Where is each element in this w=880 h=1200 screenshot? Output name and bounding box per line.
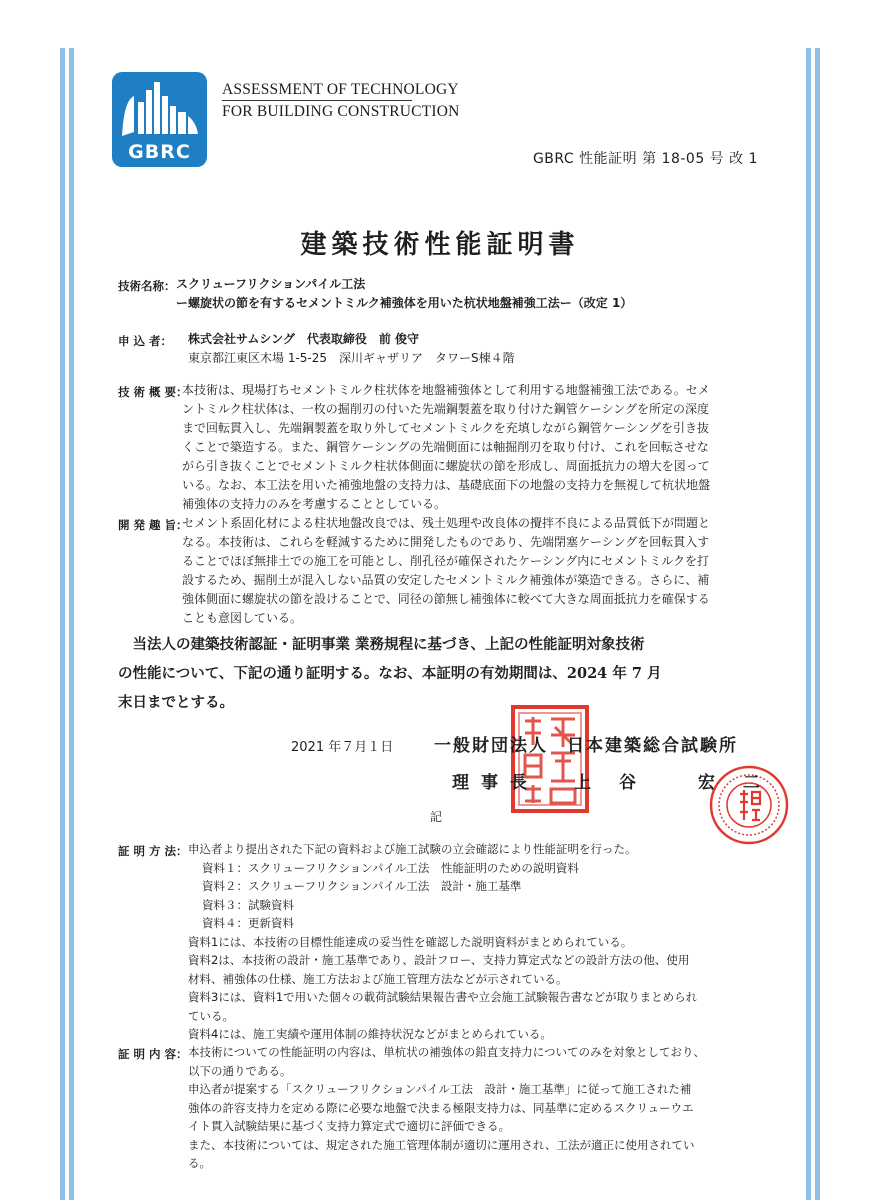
material-item: 資料３：試験資料 [202,897,294,912]
issue-date: 2021 年７月１日 [291,740,394,755]
overview-line: いる。なお、本工法を用いた補強地盤の支持力は、基礎底面下の地盤の支持力を無視して杭状地盤 [182,478,711,492]
overview-line: 本技術は、現場打ちセメントミルク柱状体を地盤補強体として利用する地盤補強工法である。セメ [182,383,710,397]
border-line-left-inner [69,48,74,1200]
purpose-line: なる。本技術は、これらを軽減するために開発したものであり、先端閉塞ケーシングを回転貫入す [182,535,710,549]
overview-label: 技 術 概 要： [118,385,188,399]
certification-line: 当法人の建築技術認証・証明事業 業務規程に基づき、上記の性能証明対象技術 [118,636,645,653]
certification-statement [118,630,778,717]
certificate-number: GBRC 性能証明 第 18-05 号 改 1 [532,151,758,167]
method-note: 資料4には、施工実績や運用体制の維持状況などがまとめられている。 [188,1027,552,1041]
purpose-line: 設するため、掘削土が混入しない品質の安定したセメントミルク補強体が築造できる。さらに、補 [182,573,710,587]
material-item: 資料１：スクリューフリクションパイル工法 性能証明のための説明資料 [202,860,579,875]
content-label: 証 明 内 容： [118,1047,188,1061]
technology-name [176,275,768,313]
purpose-line: 強体側面に螺旋状の節を設けることで、同径の節無し補強体に較べて大きな周面抵抗力を確保する [182,592,710,606]
method-note: 資料2は、本技術の設計・施工基準であり、設計フロー、支持力算定式などの設計方法の他、使用 [188,953,690,967]
purpose-line: セメント系固化材による柱状地盤改良では、残土処理や改良体の攪拌不良による品質低下が問題と [182,516,711,530]
gbrc-logo [112,72,207,167]
content-line: イト貫入試験結果に基づく支持力算定式で適切に評価できる。 [188,1119,510,1133]
method-note: 資料1には、本技術の目標性能達成の妥当性を確認した説明資料がまとめられている。 [188,934,633,949]
material-item: 資料４：更新資料 [202,916,294,930]
content-text [188,1043,774,1173]
method-note: ている。 [188,1008,234,1023]
document-title: 建築技術性能証明書 [300,230,580,260]
content-line: る。 [188,1156,211,1170]
overview-line: まで回転貫入し、先端鋼製蓋を取り外してセメントミルクを充填しながら鋼管ケーシングを引き抜 [182,421,709,435]
assessment-title-line1: ASSESSMENT OF TECHNOLOGY [222,81,459,98]
overview-line: ントミルク柱状体は、一枚の掘削刃の付いた先端鋼製蓋を取り付けた鋼管ケーシングを所定の深度 [182,402,709,416]
signer-name: 上谷 宏二 [574,773,788,793]
certification-line: の性能について、下記の通り証明する。なお、本証明の有効期間は、2024 年 7 月 [118,665,662,682]
overview-text [182,381,774,514]
certification-line: 末日までとする。 [118,694,234,711]
material-item: 資料２：スクリューフリクションパイル工法 設計・施工基準 [202,879,522,893]
technology-label: 技術名称： [118,279,176,293]
signer-position: 理事長 [452,773,539,793]
content-line: また、本技術については、規定された施工管理体制が適切に運用され、工法が適正に使用されてい [188,1137,695,1152]
method-label: 証 明 方 法： [118,844,188,858]
content-line: 申込者が提案する「スクリューフリクションパイル工法 設計・施工基準」に従って施工された補 [188,1082,692,1096]
purpose-label: 開 発 趣 旨： [118,518,188,532]
border-line-right-outer [815,48,820,1200]
method-intro: 申込者より提出された下記の資料および施工試験の立会確認により性能証明を行った。 [188,842,637,856]
logo-text: GBRC [128,141,191,163]
technology-line: ー螺旋状の節を有するセメントミルク補強体を用いた杭状地盤補強工法ー（改定 1） [176,296,633,310]
overview-line: がら引き抜くことでセメントミルク柱状体側面に螺旋状の節を形成し、周面抵抗力の増大を図って [182,459,710,473]
method-text [188,840,774,1044]
content-line: 本技術についての性能証明の内容は、単杭状の補強体の鉛直支持力についてのみを対象としており、 [188,1045,706,1059]
content-line: 強体の許容支持力を定める際に必要な地盤で決まる極限支持力は、同基準に定めるスクリューウエ [188,1100,694,1115]
purpose-line: ることでほぼ無排土での施工を可能とし、削孔径が確保されたケーシング内にセメントミルクを打 [182,554,709,568]
overview-line: くことで築造する。また、鋼管ケーシングの先端側面には軸掘削刃を取り付け、これを回転させな [182,440,709,454]
official-seal-square [511,705,589,813]
purpose-line: ことも意図している。 [182,611,303,625]
ki-marker: 記 [430,810,443,824]
applicant-line: 東京都江東区木場 1-5-25 深川ギャザリア タワーS棟４階 [188,351,515,365]
assessment-underline [222,100,412,101]
organization-name: 一般財団法人 日本建築総合試験所 [434,736,738,756]
content-line: 以下の通りである。 [188,1063,292,1078]
assessment-title-line2: FOR BUILDING CONSTRUCTION [222,103,460,120]
technology-line: スクリューフリクションパイル工法 [176,277,366,291]
applicant-line: 株式会社サムシング 代表取締役 前 俊守 [188,332,420,346]
purpose-text [182,514,774,628]
applicant-info [188,330,780,368]
applicant-label: 申 込 者： [118,334,173,348]
method-note: 資料3には、資料1で用いた個々の載荷試験結果報告書や立会施工試験報告書などが取りまとめられ [188,990,698,1004]
overview-line: 補強体の支持力のみを考慮することとしている。 [182,497,447,511]
border-line-right-inner [806,48,811,1200]
border-line-left-outer [60,48,65,1200]
method-note: 材料、補強体の仕様、施工方法および施工管理方法などが示されている。 [188,971,568,986]
